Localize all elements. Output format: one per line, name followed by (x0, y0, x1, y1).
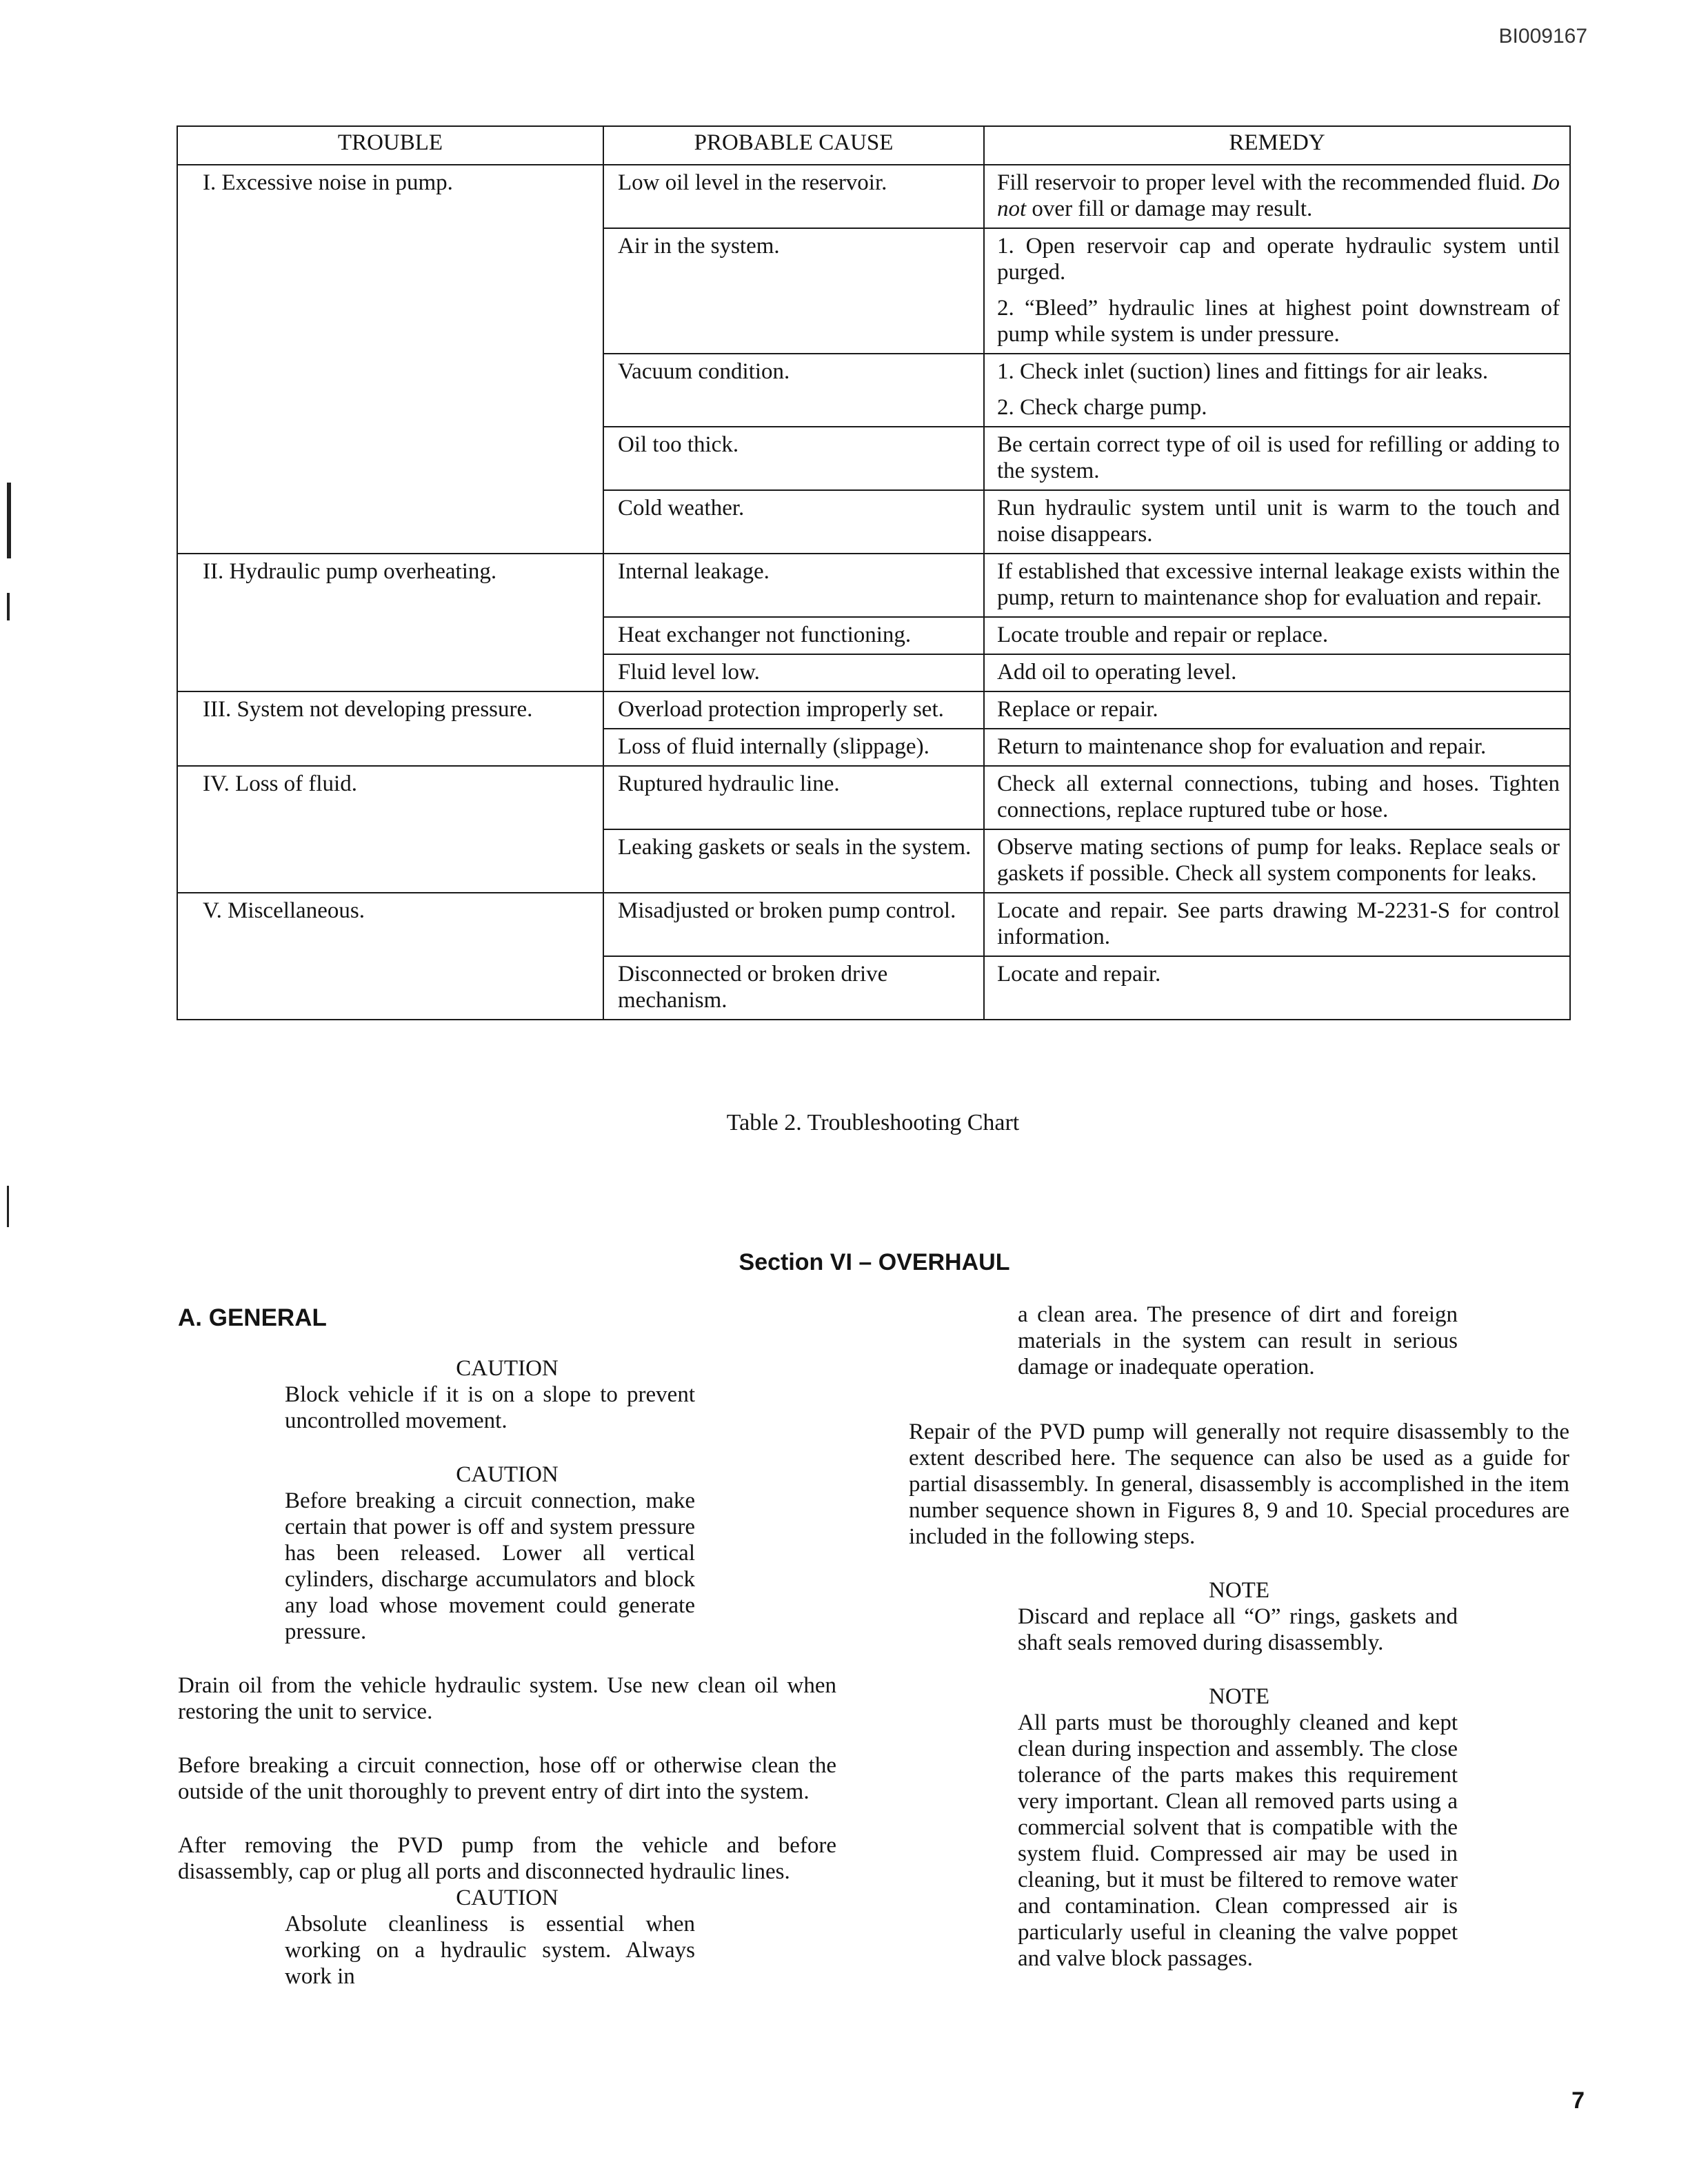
remedy-cell (984, 766, 1570, 829)
caution-text: Block vehicle if it is on a slope to prevent uncontrolled movement. (285, 1382, 695, 1433)
left-column (178, 1355, 836, 1990)
column-header: REMEDY (984, 126, 1570, 165)
remedy-cell (984, 554, 1570, 617)
remedy-text: Locate trouble and repair or replace. (997, 623, 1329, 647)
remedy-cell (984, 228, 1570, 354)
cause-cell: Overload protection improperly set. (603, 691, 984, 729)
margin-mark (7, 483, 11, 558)
subsection-heading: A. GENERAL (178, 1304, 327, 1331)
cause-cell: Air in the system. (603, 228, 984, 354)
remedy-text: Locate and repair. (997, 962, 1161, 987)
remedy-text: Observe mating sections of pump for leaks. Replace seals or gaskets if possible. Check all system components for leaks. (997, 835, 1560, 886)
emphasis-text: Do not (997, 170, 1560, 221)
trouble-cell: IV. Loss of fluid. (177, 766, 603, 893)
remedy-text: Check all external connections, tubing and hoses. Tighten connections, replace ruptured tube or hose. (997, 771, 1560, 822)
remedy-cell (984, 354, 1570, 427)
cause-cell: Low oil level in the reservoir. (603, 165, 984, 228)
table-row (177, 766, 1570, 829)
remedy-text: Run hydraulic system until unit is warm to the touch and noise disappears. (997, 496, 1560, 547)
caution-text-continued: a clean area. The presence of dirt and foreign materials in the system can result in serious damage or inadequate operation. (1018, 1302, 1458, 1379)
remedy-step: 2. Check charge pump. (997, 395, 1207, 420)
section-heading: Section VI – OVERHAUL (738, 1249, 1010, 1275)
table-caption: Table 2. Troubleshooting Chart (726, 1110, 1020, 1135)
trouble-cell: I. Excessive noise in pump. (177, 165, 603, 554)
margin-mark (7, 1186, 9, 1227)
note-title: NOTE (1209, 1578, 1269, 1603)
body-paragraph: After removing the PVD pump from the vehicle and before disassembly, cap or plug all ports and disconnected hydraulic lines. (178, 1833, 836, 1884)
trouble-cell: V. Miscellaneous. (177, 893, 603, 1020)
remedy-text: Be certain correct type of oil is used for refilling or adding to the system. (997, 432, 1560, 483)
caution-title: CAUTION (456, 1462, 559, 1487)
remedy-cell (984, 829, 1570, 893)
cause-cell: Disconnected or broken drive mechanism. (603, 956, 984, 1020)
remedy-cell (984, 165, 1570, 228)
remedy-cell (984, 729, 1570, 766)
note-title: NOTE (1209, 1684, 1269, 1709)
cause-cell: Misadjusted or broken pump control. (603, 893, 984, 956)
caution-title: CAUTION (456, 1885, 559, 1910)
remedy-step: 1. Check inlet (suction) lines and fittings for air leaks. (997, 359, 1489, 384)
troubleshooting-table (177, 125, 1571, 1020)
body-paragraph: Before breaking a circuit connection, hose off or otherwise clean the outside of the unit thoroughly to prevent entry of dirt into the system. (178, 1753, 836, 1804)
remedy-cell (984, 893, 1570, 956)
margin-mark (7, 593, 10, 620)
remedy-text: Add oil to operating level. (997, 660, 1237, 685)
trouble-cell: II. Hydraulic pump overheating. (177, 554, 603, 691)
table-row (177, 165, 1570, 228)
cause-cell: Fluid level low. (603, 654, 984, 691)
body-paragraph: Drain oil from the vehicle hydraulic system. Use new clean oil when restoring the unit to service. (178, 1673, 836, 1724)
column-header: PROBABLE CAUSE (603, 126, 984, 165)
caution-text: Before breaking a circuit connection, make certain that power is off and system pressure has been released. Lower all vertical cylinders, discharge accumulators and block any load whose movement could generate pressure. (285, 1488, 695, 1644)
page-number: 7 (1571, 2087, 1585, 2114)
remedy-cell (984, 691, 1570, 729)
table-row (177, 554, 1570, 617)
cause-cell: Heat exchanger not functioning. (603, 617, 984, 654)
caution-title: CAUTION (456, 1356, 559, 1381)
document-id: BI009167 (1498, 25, 1587, 48)
remedy-cell (984, 617, 1570, 654)
cause-cell: Ruptured hydraulic line. (603, 766, 984, 829)
cause-cell: Internal leakage. (603, 554, 984, 617)
remedy-text: Replace or repair. (997, 697, 1158, 722)
trouble-cell: III. System not developing pressure. (177, 691, 603, 766)
remedy-cell (984, 427, 1570, 490)
cause-cell: Loss of fluid internally (slippage). (603, 729, 984, 766)
cause-cell: Leaking gaskets or seals in the system. (603, 829, 984, 893)
remedy-text: Return to maintenance shop for evaluation and repair. (997, 734, 1487, 759)
remedy-step: 1. Open reservoir cap and operate hydraulic system until purged. (997, 234, 1560, 285)
remedy-step: 2. “Bleed” hydraulic lines at highest point downstream of pump while system is under pressure. (997, 296, 1560, 347)
cause-cell: Cold weather. (603, 490, 984, 554)
cause-cell: Oil too thick. (603, 427, 984, 490)
remedy-cell (984, 956, 1570, 1020)
cause-cell: Vacuum condition. (603, 354, 984, 427)
caution-text: Absolute cleanliness is essential when working on a hydraulic system. Always work in (285, 1912, 695, 1989)
body-paragraph: Repair of the PVD pump will generally not require disassembly to the extent described here. The sequence can also be used as a guide for partial disassembly. In general, disassembly is accomplished in the item number sequence shown in Figures 8, 9 and 10. Special procedures are included in the following steps. (909, 1419, 1569, 1549)
remedy-text: If established that excessive internal leakage exists within the pump, return to maintenance shop for evaluation and repair. (997, 559, 1560, 610)
table-header-row (177, 126, 1570, 165)
table-row (177, 893, 1570, 956)
right-column (909, 1302, 1569, 1972)
remedy-cell (984, 490, 1570, 554)
remedy-text: Locate and repair. See parts drawing M-2231-S for control information. (997, 898, 1560, 949)
note-text: All parts must be thoroughly cleaned and kept clean during inspection and assembly. The close tolerance of the parts makes this requirement very important. Clean all removed parts using a commercial solvent that is compatible with the system fluid. Compressed air may be used in cleaning, but it must be filtered to remove water and contamination. Clean compressed air is particularly useful in cleaning the valve poppet and valve block passages. (1018, 1710, 1458, 1971)
table-row (177, 691, 1570, 729)
note-text: Discard and replace all “O” rings, gaskets and shaft seals removed during disassembly. (1018, 1604, 1458, 1655)
remedy-cell (984, 654, 1570, 691)
column-header: TROUBLE (177, 126, 603, 165)
remedy-text: Fill reservoir to proper level with the recommended fluid. Do not over fill or damage may result. (997, 170, 1560, 221)
